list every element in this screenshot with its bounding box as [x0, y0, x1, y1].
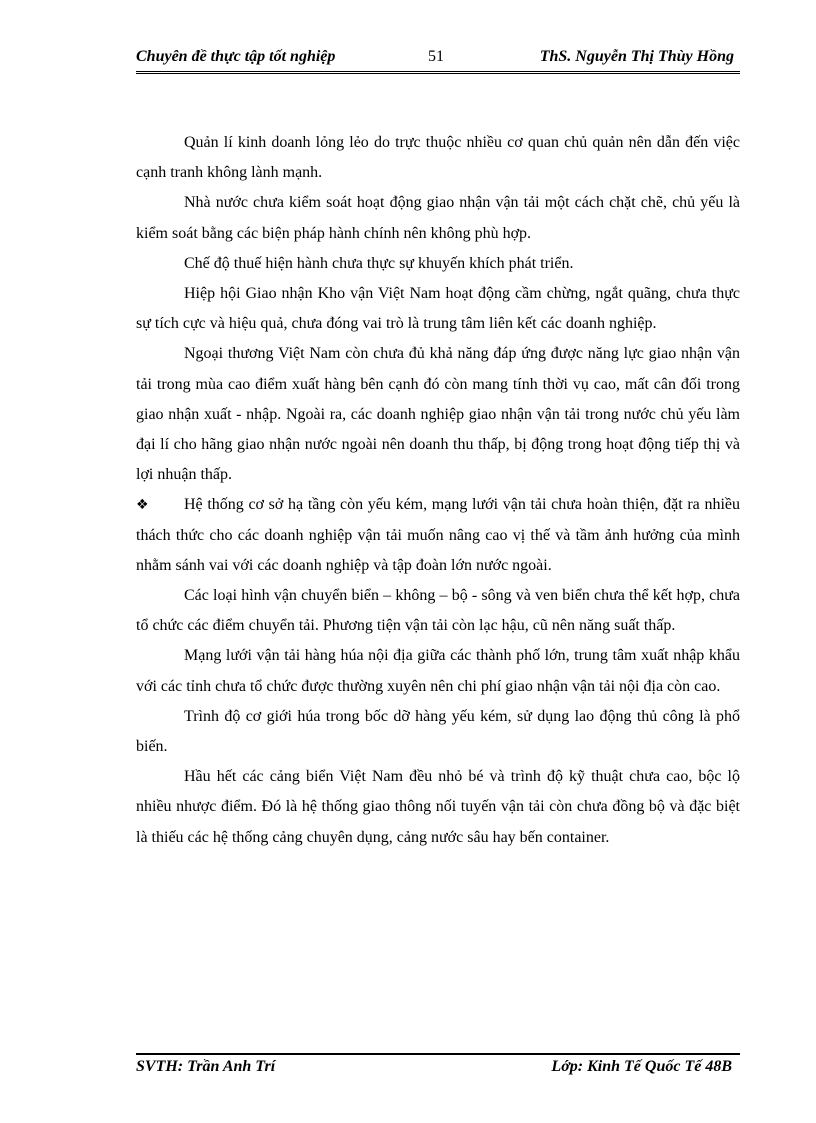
paragraph: Trình độ cơ giới húa trong bốc dỡ hàng yếu kém, sử dụng lao động thủ công là phổ biến.	[136, 707, 740, 756]
bullet-paragraph-text: Hệ thống cơ sở hạ tầng còn yếu kém, mạng lưới vận tải chưa hoàn thiện, đặt ra nhiều thách thức cho các doanh nghiệp vận tải muốn nâng cao vị thế và tầm ảnh hưởng của mình nhằm sánh vai với các doanh nghiệp và tập đoàn lớn nước ngoài.	[136, 496, 740, 574]
paragraph: Mạng lưới vận tải hàng húa nội địa giữa các thành phố lớn, trung tâm xuất nhập khẩu với các tỉnh chưa tổ chức được thường xuyên nên chi phí giao nhận vận tải nội địa còn cao.	[136, 647, 740, 695]
diamond-bullet-icon: ❖	[136, 497, 149, 514]
paragraph: Các loại hình vận chuyển biển – không – bộ - sông và ven biển chưa thể kết hợp, chưa tổ chức các điểm chuyển tải. Phương tiện vận tải còn lạc hậu, cũ nên năng suất thấp.	[136, 587, 740, 635]
document-title: Chuyên đề thực tập tốt nghiệp	[136, 48, 336, 65]
student-name: SVTH: Trần Anh Trí	[136, 1058, 276, 1075]
class-name: Lớp: Kinh Tế Quốc Tế 48B	[551, 1058, 732, 1075]
page-footer	[136, 1058, 740, 1080]
paragraph: Hầu hết các cảng biển Việt Nam đều nhỏ bé và trình độ kỹ thuật chưa cao, bộc lộ nhiều nhược điểm. Đó là hệ thống giao thông nối tuyến vận tải còn chưa đồng bộ và đặc biệt là thiếu các hệ thống cảng chuyên dụng, cảng nước sâu hay bến container.	[136, 768, 740, 846]
paragraph: Hiệp hội Giao nhận Kho vận Việt Nam hoạt động cầm chừng, ngắt quãng, chưa thực sự tích cực và hiệu quả, chưa đóng vai trò là trung tâm liên kết các doanh nghiệp.	[136, 285, 740, 333]
paragraph: Nhà nước chưa kiểm soát hoạt động giao nhận vận tải một cách chặt chẽ, chủ yếu là kiểm soát bằng các biện pháp hành chính nên không phù hợp.	[136, 194, 740, 242]
page-header	[136, 48, 740, 70]
author-name: ThS. Nguyễn Thị Thùy Hồng	[539, 48, 734, 65]
paragraph: Chế độ thuế hiện hành chưa thực sự khuyến khích phát triển.	[184, 254, 574, 272]
body-text	[136, 128, 740, 853]
footer-rule	[136, 1053, 740, 1055]
paragraph: Quản lí kinh doanh lỏng lẻo do trực thuộc nhiều cơ quan chủ quản nên dẫn đến việc cạnh tranh không lành mạnh.	[136, 134, 740, 182]
paragraph: Ngoại thương Việt Nam còn chưa đủ khả năng đáp ứng được năng lực giao nhận vận tải trong mùa cao điểm xuất hàng bên cạnh đó còn mang tính thời vụ cao, mất cân đối trong giao nhận xuất - nhập. Ngoài ra, các doanh nghiệp giao nhận vận tải trong nước chủ yếu làm đại lí cho hãng giao nhận nước ngoài nên doanh thu thấp, bị động trong hoạt động tiếp thị và lợi nhuận thấp.	[136, 345, 740, 484]
header-rule	[136, 71, 740, 74]
bullet-paragraph	[136, 490, 740, 581]
page-number: 51	[428, 48, 444, 65]
